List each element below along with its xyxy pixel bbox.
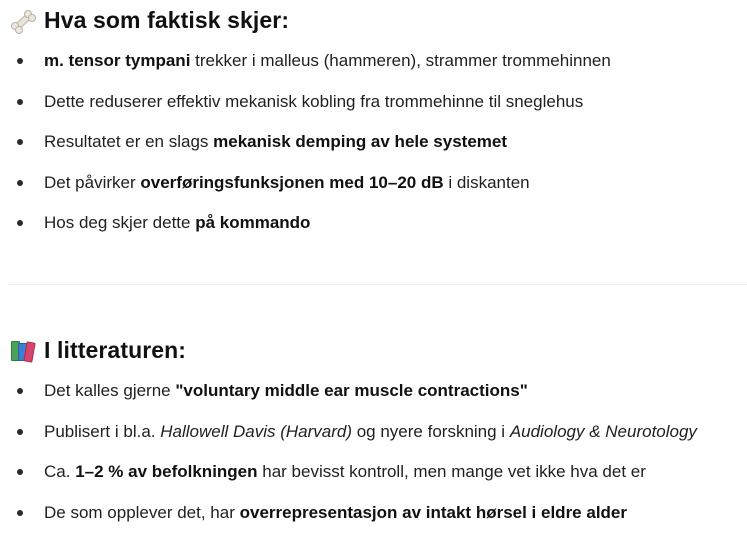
bone-icon (8, 8, 36, 32)
list-item (0, 452, 747, 493)
list-item-text (44, 172, 530, 194)
section-divider (8, 284, 747, 285)
list-item (0, 163, 747, 204)
text-run: Ca. (44, 462, 76, 482)
bold-text: overrepresentasjon av intakt hørsel i eldre alder (239, 502, 627, 522)
list-item-text (44, 421, 697, 443)
list-item-text (44, 131, 507, 153)
section-literature (0, 332, 747, 533)
text-run: Dette reduserer effektiv mekanisk kobling fra trommehinne til sneglehus (44, 91, 584, 111)
text-run: Hos deg skjer dette (44, 213, 196, 233)
list-item (0, 82, 747, 123)
bullet-list (0, 371, 747, 533)
text-run: og nyere forskning i (352, 421, 510, 441)
text-run: Det påvirker (44, 172, 141, 192)
bold-text: 1–2 % av befolkningen (75, 462, 258, 482)
bold-text: "voluntary middle ear muscle contractions" (175, 381, 528, 401)
bullet-list (0, 41, 747, 244)
section-heading (0, 2, 747, 38)
bold-text: på kommando (195, 213, 311, 233)
text-run: Det kalles gjerne (44, 381, 176, 401)
list-item (0, 371, 747, 412)
text-run: har bevisst kontroll, men mange vet ikke hva det er (257, 462, 646, 482)
list-item (0, 493, 747, 534)
italic-text: Audiology & Neurotology (509, 421, 697, 441)
bold-text: overføringsfunksjonen med 10–20 dB (140, 172, 444, 192)
bold-text: m. tensor tympani (44, 51, 191, 71)
list-item (0, 412, 747, 453)
books-icon (8, 338, 36, 362)
section-heading (0, 332, 747, 368)
text-run: Publisert i bl.a. (44, 421, 161, 441)
list-item-text (44, 461, 646, 483)
text-run: De som opplever det, har (44, 502, 240, 522)
list-item (0, 41, 747, 82)
section-what-happens (0, 2, 747, 244)
list-item-text (44, 380, 528, 402)
list-item-text (44, 502, 627, 524)
section-title: I litteraturen: (44, 336, 187, 363)
list-item-text (44, 50, 611, 72)
list-item (0, 122, 747, 163)
list-item (0, 203, 747, 244)
text-run: Resultatet er en slags (44, 132, 214, 152)
list-item-text (44, 212, 310, 234)
bold-text: mekanisk demping av hele systemet (213, 132, 508, 152)
section-title: Hva som faktisk skjer: (44, 6, 290, 33)
text-run: i diskanten (443, 172, 530, 192)
italic-text: Hallowell Davis (Harvard) (160, 421, 352, 441)
list-item-text (44, 91, 583, 113)
text-run: trekker i malleus (hammeren), strammer trommehinnen (190, 51, 611, 71)
